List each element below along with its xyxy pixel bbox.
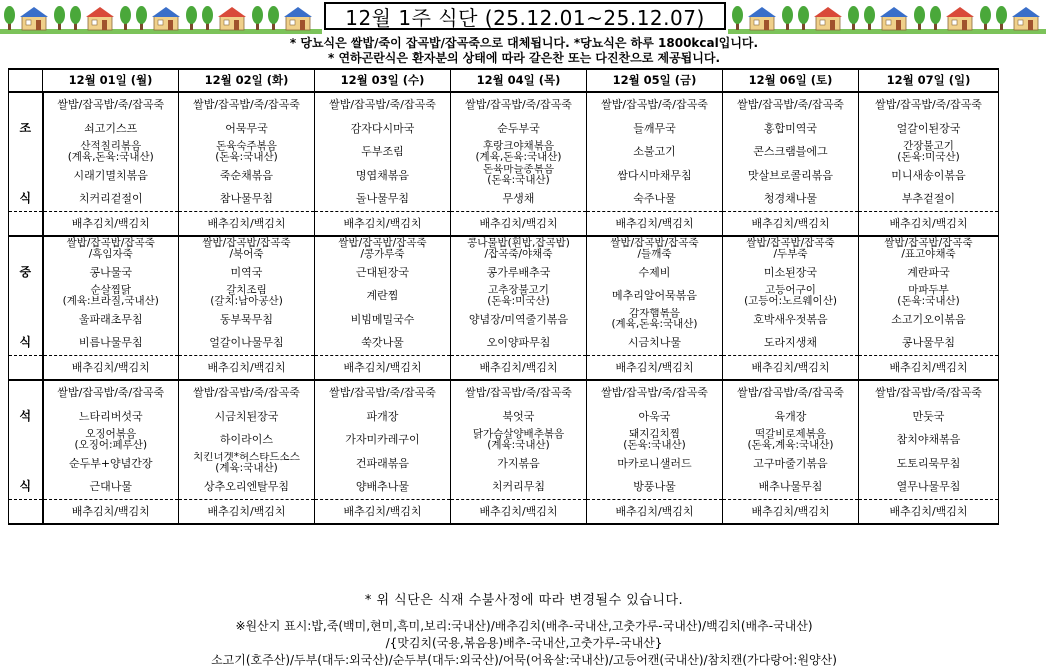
menu-item: 닭가슴살양배추볶음 (계육:국내산)	[451, 428, 587, 452]
menu-item: 감자햄볶음 (계육,돈육:국내산)	[587, 308, 723, 332]
house-window	[886, 20, 891, 25]
menu-item: 배추김치/백김치	[43, 499, 179, 524]
menu-item: 배추김치/백김치	[587, 499, 723, 524]
menu-item: 쌀밥/잡곡밥/죽/잡곡죽	[859, 380, 999, 405]
menu-item: 두부조림	[315, 140, 451, 164]
tree-icon	[136, 6, 147, 24]
menu-item: 만둣국	[859, 405, 999, 429]
tree-icon	[798, 6, 809, 24]
house-door	[300, 20, 305, 30]
menu-item: 쌀밥/잡곡밥/잡곡죽 /흑임자죽	[43, 236, 179, 261]
house-window	[754, 20, 759, 25]
menu-row	[9, 164, 999, 188]
menu-item: 배추김치/백김치	[859, 211, 999, 236]
tree-icon	[980, 6, 991, 24]
menu-body	[9, 92, 999, 524]
menu-item: 부추겉절이	[859, 187, 999, 211]
meal-label-spacer	[9, 452, 43, 476]
menu-item: 산적칠리볶음 (계육,돈육:국내산)	[43, 140, 179, 164]
tree-icon	[202, 6, 213, 24]
house-door	[1028, 20, 1033, 30]
menu-item: 계란찜	[315, 284, 451, 308]
menu-item: 동부묵무침	[179, 308, 315, 332]
menu-item: 수제비	[587, 261, 723, 285]
menu-item: 메추리알어묵볶음	[587, 284, 723, 308]
house-door	[102, 20, 107, 30]
house-wall	[286, 16, 310, 30]
village-illustration	[728, 2, 1046, 34]
tree-icon	[782, 6, 793, 24]
menu-item: 고등어구이 (고등어:노르웨이산)	[723, 284, 859, 308]
menu-item: 돈육숙주볶음 (돈육:국내산)	[179, 140, 315, 164]
menu-item: 쌀밥/잡곡밥/죽/잡곡죽	[43, 92, 179, 117]
menu-item: 울파래초무침	[43, 308, 179, 332]
kimchi-row	[9, 355, 999, 380]
menu-item: 돼지김치찜 (돈육:국내산)	[587, 428, 723, 452]
house-roof	[880, 7, 908, 17]
menu-item: 죽순채볶음	[179, 164, 315, 188]
house-window	[290, 20, 295, 25]
menu-item: 참나물무침	[179, 187, 315, 211]
meal-label: 식	[9, 475, 43, 499]
origin-info-line-3: 소고기(호주산)/두부(대두:외국산)/순두부(대두:외국산)/어묵(어육살:국내산)/고등어캔(국내산)/참치캔(가다랑어:원양산)	[211, 653, 837, 667]
tree-icon	[732, 6, 743, 24]
menu-item: 육개장	[723, 405, 859, 429]
menu-item: 치커리무침	[451, 475, 587, 499]
menu-item: 마카로니샐러드	[587, 452, 723, 476]
meal-label-spacer	[9, 92, 43, 117]
page-title	[324, 2, 726, 30]
menu-item: 갈치조림 (갈치:남아공산)	[179, 284, 315, 308]
menu-item: 돈육마늘종볶음 (돈육:국내산)	[451, 164, 587, 188]
meal-label: 식	[9, 187, 43, 211]
menu-item: 배추김치/백김치	[723, 211, 859, 236]
day-header: 12월 01일 (월)	[43, 69, 179, 92]
menu-item: 시금치나물	[587, 331, 723, 355]
menu-item: 쌀밥/잡곡밥/잡곡죽 /표고야채죽	[859, 236, 999, 261]
meal-label-spacer	[9, 428, 43, 452]
menu-item: 비름나물무침	[43, 331, 179, 355]
corner-cell	[9, 69, 43, 92]
house-window	[224, 20, 229, 25]
change-notice: * 위 식단은 식재 수불사정에 따라 변경될수 있습니다.	[364, 593, 684, 608]
menu-item: 쌀밥/잡곡밥/죽/잡곡죽	[315, 92, 451, 117]
menu-row	[9, 331, 999, 355]
day-header: 12월 06일 (토)	[723, 69, 859, 92]
house-door	[764, 20, 769, 30]
menu-item: 얼갈이나물무침	[179, 331, 315, 355]
menu-item: 배추김치/백김치	[451, 355, 587, 380]
menu-item: 홍합미역국	[723, 117, 859, 141]
menu-item: 느타리버섯국	[43, 405, 179, 429]
menu-item: 배추김치/백김치	[179, 499, 315, 524]
menu-item: 소고기오이볶음	[859, 308, 999, 332]
menu-item: 쌀밥/잡곡밥/죽/잡곡죽	[587, 380, 723, 405]
menu-item: 배추김치/백김치	[43, 355, 179, 380]
tree-icon	[930, 6, 941, 24]
menu-item: 배추김치/백김치	[43, 211, 179, 236]
menu-item: 마파두부 (돈육:국내산)	[859, 284, 999, 308]
menu-item: 가자미카레구이	[315, 428, 451, 452]
menu-item: 하이라이스	[179, 428, 315, 452]
menu-item: 쌀밥/잡곡밥/죽/잡곡죽	[315, 380, 451, 405]
menu-item: 미소된장국	[723, 261, 859, 285]
menu-item: 소불고기	[587, 140, 723, 164]
menu-item: 배추김치/백김치	[179, 211, 315, 236]
menu-item: 아욱국	[587, 405, 723, 429]
day-header: 12월 07일 (일)	[859, 69, 999, 92]
day-header-row	[9, 69, 999, 92]
menu-item: 쌀밥/잡곡밥/죽/잡곡죽	[43, 380, 179, 405]
house-door	[36, 20, 41, 30]
house-roof	[86, 7, 114, 17]
house-roof	[20, 7, 48, 17]
title-text: 12월 1주 식단 (25.12.01~25.12.07)	[345, 5, 705, 30]
menu-item: 고구마줄기볶음	[723, 452, 859, 476]
house-wall	[220, 16, 244, 30]
menu-item: 도라지생채	[723, 331, 859, 355]
menu-item: 쌀밥/잡곡밥/잡곡죽 /북어죽	[179, 236, 315, 261]
menu-item: 배추김치/백김치	[859, 499, 999, 524]
menu-item: 양념장/미역줄기볶음	[451, 308, 587, 332]
menu-item: 쑥갓나물	[315, 331, 451, 355]
menu-item: 가지볶음	[451, 452, 587, 476]
menu-item: 콩가루배추국	[451, 261, 587, 285]
tree-icon	[996, 6, 1007, 24]
meal-label-spacer	[9, 284, 43, 308]
menu-item: 후랑크야채볶음 (계육,돈육:국내산)	[451, 140, 587, 164]
day-header: 12월 02일 (화)	[179, 69, 315, 92]
tree-icon	[864, 6, 875, 24]
menu-item: 콩나물밥(흰밥,잡곡밥) /잡곡죽/야채죽	[451, 236, 587, 261]
meal-label: 중	[9, 261, 43, 285]
menu-item: 맛살브로콜리볶음	[723, 164, 859, 188]
menu-row	[9, 475, 999, 499]
menu-item: 숙주나물	[587, 187, 723, 211]
menu-row	[9, 452, 999, 476]
menu-item: 쌈다시마채무침	[587, 164, 723, 188]
menu-item: 쌀밥/잡곡밥/죽/잡곡죽	[451, 380, 587, 405]
house-wall	[948, 16, 972, 30]
tree-icon	[186, 6, 197, 24]
menu-item: 근대된장국	[315, 261, 451, 285]
menu-item: 오이양파무침	[451, 331, 587, 355]
tree-icon	[70, 6, 81, 24]
menu-item: 어묵무국	[179, 117, 315, 141]
house-window	[26, 20, 31, 25]
menu-item: 콩나물국	[43, 261, 179, 285]
weekly-menu-table	[8, 68, 999, 525]
origin-info-line-1: ※원산지 표시:밥,죽(백미,현미,흑미,보리:국내산)/배추김치(배추-국내산,고춧가루-국내산)/백김치(배추-국내산)	[235, 619, 813, 633]
tree-icon	[848, 6, 859, 24]
menu-row	[9, 92, 999, 117]
menu-row	[9, 236, 999, 261]
diabetic-note: * 당뇨식은 쌀밥/죽이 잡곡밥/잡곡죽으로 대체됩니다. *당뇨식은 하루 1800kcal입니다.	[289, 36, 759, 50]
house-roof	[284, 7, 312, 17]
menu-item: 배추김치/백김치	[587, 355, 723, 380]
menu-item: 명엽채볶음	[315, 164, 451, 188]
menu-item: 쌀밥/잡곡밥/죽/잡곡죽	[723, 380, 859, 405]
menu-item: 파개장	[315, 405, 451, 429]
menu-item: 근대나물	[43, 475, 179, 499]
menu-row	[9, 187, 999, 211]
menu-item: 오징어볶음 (오징어:페루산)	[43, 428, 179, 452]
tree-icon	[252, 6, 263, 24]
meal-label-spacer	[9, 140, 43, 164]
menu-item: 돌나물무침	[315, 187, 451, 211]
menu-item: 비빔메밀국수	[315, 308, 451, 332]
header-decoration-right	[728, 2, 1046, 34]
house-window	[1018, 20, 1023, 25]
day-header: 12월 05일 (금)	[587, 69, 723, 92]
menu-item: 치커리겉절이	[43, 187, 179, 211]
house-wall	[88, 16, 112, 30]
menu-item: 시래기멸치볶음	[43, 164, 179, 188]
kimchi-row	[9, 499, 999, 524]
house-roof	[1012, 7, 1040, 17]
meal-label-spacer	[9, 380, 43, 405]
house-roof	[946, 7, 974, 17]
day-header: 12월 03일 (수)	[315, 69, 451, 92]
day-header: 12월 04일 (목)	[451, 69, 587, 92]
menu-item: 계란파국	[859, 261, 999, 285]
menu-item: 쌀밥/잡곡밥/잡곡죽 /들깨죽	[587, 236, 723, 261]
menu-item: 청경채나물	[723, 187, 859, 211]
menu-item: 시금치된장국	[179, 405, 315, 429]
house-wall	[816, 16, 840, 30]
menu-item: 순두부국	[451, 117, 587, 141]
menu-item: 상추오리엔탈무침	[179, 475, 315, 499]
menu-item: 배추김치/백김치	[179, 355, 315, 380]
menu-item: 치킨너겟*허스타드소스 (계육:국내산)	[179, 452, 315, 476]
menu-item: 콘스크램블에그	[723, 140, 859, 164]
menu-item: 미니새송이볶음	[859, 164, 999, 188]
menu-item: 고추장불고기 (돈육:미국산)	[451, 284, 587, 308]
house-roof	[218, 7, 246, 17]
header-decoration-left	[0, 2, 322, 34]
menu-row	[9, 308, 999, 332]
menu-item: 쌀밥/잡곡밥/잡곡죽 /두부죽	[723, 236, 859, 261]
dysphagia-note: * 연하곤란식은 환자분의 상태에 따라 갈은찬 또는 다진찬으로 제공됩니다.	[327, 51, 721, 65]
house-wall	[750, 16, 774, 30]
house-door	[168, 20, 173, 30]
menu-row	[9, 380, 999, 405]
menu-row	[9, 428, 999, 452]
menu-item: 배추김치/백김치	[315, 355, 451, 380]
menu-item: 호박새우젓볶음	[723, 308, 859, 332]
menu-item: 건파래볶음	[315, 452, 451, 476]
menu-item: 참치야채볶음	[859, 428, 999, 452]
menu-item: 배추김치/백김치	[859, 355, 999, 380]
menu-item: 북엇국	[451, 405, 587, 429]
menu-item: 방풍나물	[587, 475, 723, 499]
meal-label-spacer	[9, 308, 43, 332]
menu-item: 도토리묵무침	[859, 452, 999, 476]
menu-row	[9, 405, 999, 429]
menu-item: 쌀밥/잡곡밥/죽/잡곡죽	[451, 92, 587, 117]
meal-label: 석	[9, 405, 43, 429]
house-wall	[882, 16, 906, 30]
menu-item: 배추김치/백김치	[587, 211, 723, 236]
menu-item: 열무나물무침	[859, 475, 999, 499]
village-illustration	[0, 2, 322, 34]
meal-label: 식	[9, 331, 43, 355]
menu-item: 간장불고기 (돈육:미국산)	[859, 140, 999, 164]
tree-icon	[54, 6, 65, 24]
house-roof	[152, 7, 180, 17]
menu-item: 배추김치/백김치	[451, 499, 587, 524]
house-window	[820, 20, 825, 25]
menu-item: 순살찜닭 (계육:브라질,국내산)	[43, 284, 179, 308]
menu-item: 쌀밥/잡곡밥/죽/잡곡죽	[179, 92, 315, 117]
menu-item: 콩나물무침	[859, 331, 999, 355]
tree-icon	[4, 6, 15, 24]
meal-label-spacer	[9, 236, 43, 261]
tree-icon	[268, 6, 279, 24]
menu-item: 순두부+양념간장	[43, 452, 179, 476]
house-door	[896, 20, 901, 30]
menu-row	[9, 261, 999, 285]
menu-item: 쌀밥/잡곡밥/죽/잡곡죽	[723, 92, 859, 117]
menu-item: 미역국	[179, 261, 315, 285]
menu-item: 양배추나물	[315, 475, 451, 499]
house-roof	[748, 7, 776, 17]
menu-item: 쌀밥/잡곡밥/잡곡죽 /콩가루죽	[315, 236, 451, 261]
house-roof	[814, 7, 842, 17]
menu-item: 배추김치/백김치	[315, 211, 451, 236]
meal-label: 조	[9, 117, 43, 141]
tree-icon	[914, 6, 925, 24]
house-wall	[1014, 16, 1038, 30]
menu-item: 배추김치/백김치	[723, 355, 859, 380]
menu-item: 쇠고기스프	[43, 117, 179, 141]
house-window	[952, 20, 957, 25]
house-window	[158, 20, 163, 25]
meal-label-spacer	[9, 355, 43, 380]
menu-item: 얼갈이된장국	[859, 117, 999, 141]
kimchi-row	[9, 211, 999, 236]
menu-item: 배추김치/백김치	[723, 499, 859, 524]
house-door	[962, 20, 967, 30]
menu-item: 떡갈비로제볶음 (돈육,계육:국내산)	[723, 428, 859, 452]
menu-item: 배추김치/백김치	[451, 211, 587, 236]
menu-item: 무생채	[451, 187, 587, 211]
menu-item: 쌀밥/잡곡밥/죽/잡곡죽	[859, 92, 999, 117]
meal-label-spacer	[9, 499, 43, 524]
house-wall	[22, 16, 46, 30]
house-window	[92, 20, 97, 25]
menu-item: 감자다시마국	[315, 117, 451, 141]
meal-label-spacer	[9, 211, 43, 236]
menu-row	[9, 284, 999, 308]
meal-label-spacer	[9, 164, 43, 188]
menu-row	[9, 117, 999, 141]
menu-item: 들깨무국	[587, 117, 723, 141]
origin-info-line-2: /{맛김치(국용,볶음용)배추-국내산,고춧가루-국내산}	[385, 636, 663, 650]
menu-item: 쌀밥/잡곡밥/죽/잡곡죽	[587, 92, 723, 117]
house-door	[234, 20, 239, 30]
menu-item: 배추나물무침	[723, 475, 859, 499]
menu-item: 쌀밥/잡곡밥/죽/잡곡죽	[179, 380, 315, 405]
tree-icon	[120, 6, 131, 24]
menu-item: 배추김치/백김치	[315, 499, 451, 524]
house-door	[830, 20, 835, 30]
house-wall	[154, 16, 178, 30]
menu-row	[9, 140, 999, 164]
